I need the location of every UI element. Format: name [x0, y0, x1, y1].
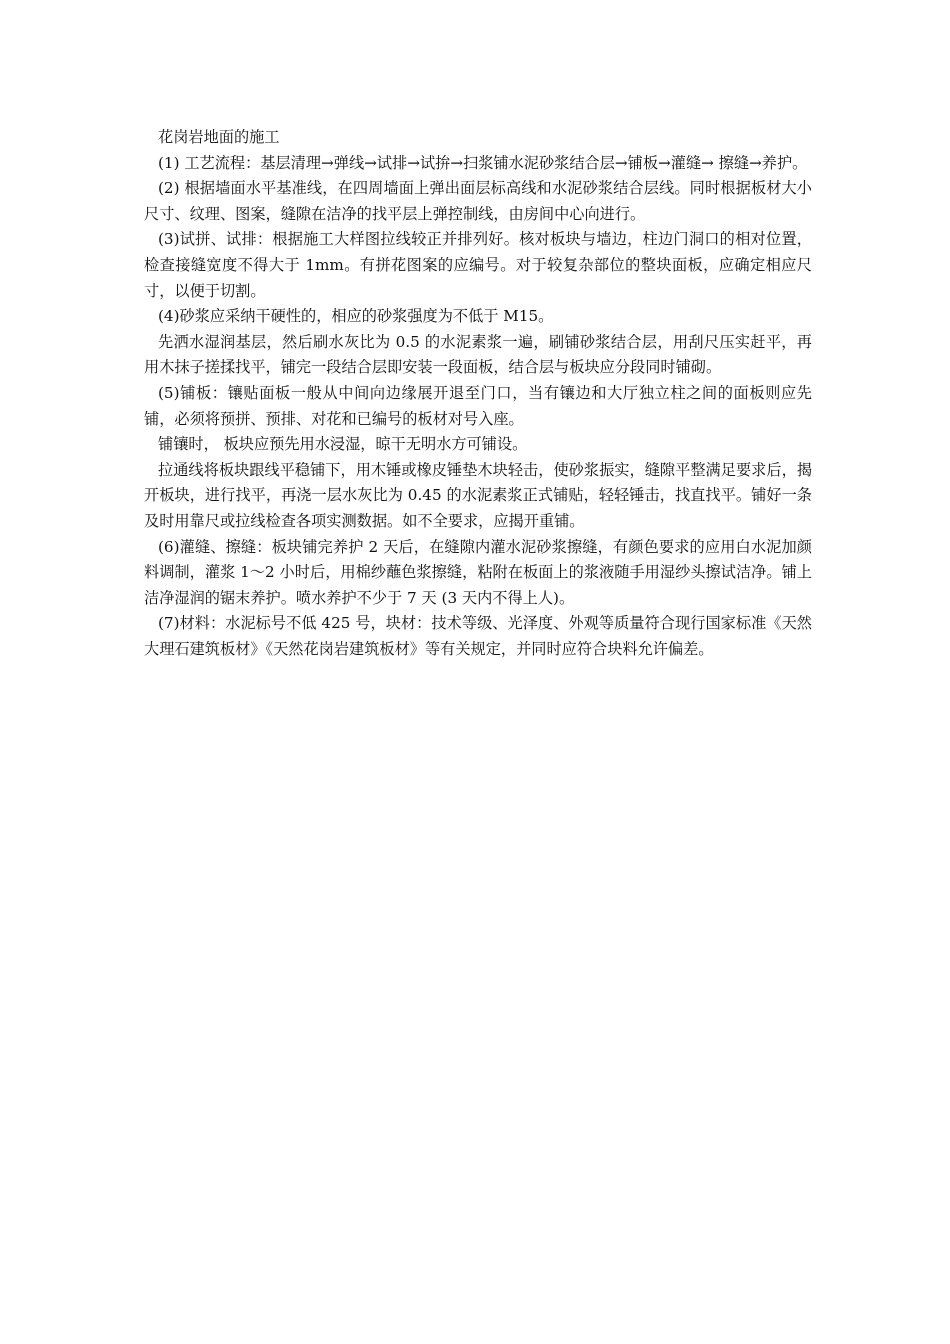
paragraph-baseline: (2) 根据墙面水平基准线，在四周墙面上弹出面层标高线和水泥砂浆结合层线。同时根据板材大小尺寸、纹理、图案，缝隙在洁净的找平层上弹控制线，由房间中心向进行。	[144, 179, 812, 223]
paragraph-trial-layout: (3)试拼、试排：根据施工大样图拉线较正并排列好。核对板块与墙边，柱边门洞口的相对位置，检查接缝宽度不得大于 1mm。有拼花图案的应编号。对于较复杂部位的整块面板，应确定相应尺寸，以便于切割。	[144, 230, 812, 300]
paragraph-process-flow: (1) 工艺流程：基层清理→弹线→试排→试拚→扫浆铺水泥砂浆结合层→铺板→灌缝→ 擦缝→养护。	[158, 153, 808, 172]
paragraph-base-wetting: 先洒水湿润基层，然后刷水灰比为 0.5 的水泥素浆一遍，刷铺砂浆结合层，用刮尺压实赶平，再用木抹子搓揉找平，铺完一段结合层即安装一段面板，结合层与板块应分段同时铺砌。	[144, 332, 812, 377]
paragraph-soaking: 铺镶时， 板块应预先用水浸湿，晾干无明水方可铺设。	[158, 435, 528, 454]
document-title: 花岗岩地面的施工	[158, 128, 280, 146]
paragraph-paving: (5)铺板：镶贴面板一般从中间向边缘展开退至门口，当有镶边和大厅独立柱之间的面板则应先铺，必须将预拼、预排、对花和已编号的板材对号入座。	[144, 383, 812, 428]
paragraph-materials: (7)材料：水泥标号不低 425 号，块材：技术等级、光泽度、外观等质量符合现行国家标准《天然大理石建筑板材》《天然花岗岩建筑板材》等有关规定，并同时应符合块料允许偏差。	[144, 614, 812, 658]
document-body	[144, 125, 812, 662]
paragraph-string-line: 拉通线将板块跟线平稳铺下，用木锤或橡皮锤垫木块轻击，使砂浆振实，缝隙平整满足要求后，揭开板块，进行找平，再浇一层水灰比为 0.45 的水泥素浆正式铺贴，轻轻锤击，找直找平。铺好一条及时用靠尺或拉线检查各项实测数据。如不全要求，应揭开重铺。	[144, 460, 812, 530]
paragraph-grouting: (6)灌缝、擦缝：板块铺完养护 2 天后，在缝隙内灌水泥砂浆擦缝，有颜色要求的应用白水泥加颜料调制，灌浆 1～2 小时后，用棉纱蘸色浆擦缝，粘附在板面上的浆液随手用湿纱头擦试洁净。铺上洁净湿润的锯末养护。喷水养护不少于 7 天 (3 天内不得上人)。	[144, 537, 812, 607]
paragraph-mortar: (4)砂浆应采纳干硬性的，相应的砂浆强度为不低于 M15。	[158, 307, 554, 326]
